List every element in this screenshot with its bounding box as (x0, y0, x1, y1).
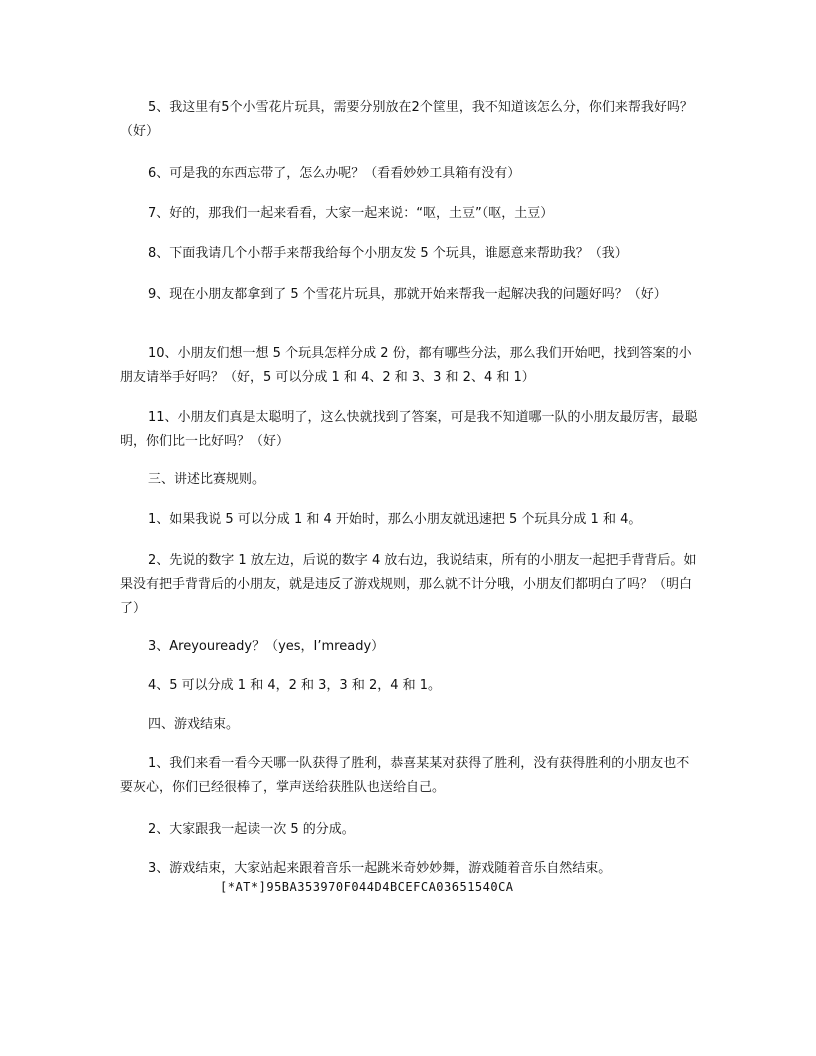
section-heading-rules: 三、讲述比赛规则。 (148, 472, 266, 487)
rule-4: 4、5 可以分成 1 和 4，2 和 3，3 和 2，4 和 1。 (148, 678, 442, 693)
paragraph-10: 10、小朋友们想一想 5 个玩具怎样分成 2 份，都有哪些分法，那么我们开始吧，找到答案的小朋友请举手好吗？（好，5 可以分成 1 和 4、2 和 3、3 和 2、4 和 1） (120, 346, 692, 385)
paragraph-11: 11、小朋友们真是太聪明了，这么快就找到了答案，可是我不知道哪一队的小朋友最厉害，最聪明，你们比一比好吗？（好） (120, 410, 698, 449)
rule-1: 1、如果我说 5 可以分成 1 和 4 开始时，那么小朋友就迅速把 5 个玩具分成 1 和 4。 (148, 512, 642, 527)
rule-2: 2、先说的数字 1 放左边，后说的数字 4 放右边，我说结束，所有的小朋友一起把手背背后。如果没有把手背背后的小朋友，就是违反了游戏规则，那么就不计分哦，小朋友们都明白了吗？（明白了） (120, 553, 697, 616)
rule-3: 3、Areyouready？（yes，I’mready） (148, 639, 385, 654)
section-heading-end: 四、游戏结束。 (148, 717, 240, 732)
document-id-code: [*AT*]95BA353970F044D4BCEFCA03651540CA (220, 880, 514, 894)
end-2: 2、大家跟我一起读一次 5 的分成。 (148, 822, 355, 837)
paragraph-9: 9、现在小朋友都拿到了 5 个雪花片玩具，那就开始来帮我一起解决我的问题好吗？（好） (148, 287, 667, 302)
end-1: 1、我们来看一看今天哪一队获得了胜利，恭喜某某对获得了胜利，没有获得胜利的小朋友也不要灰心，你们已经很棒了，掌声送给获胜队也送给自己。 (120, 756, 690, 795)
end-3: 3、游戏结束，大家站起来跟着音乐一起跳米奇妙妙舞，游戏随着音乐自然结束。 (148, 861, 612, 876)
paragraph-8: 8、下面我请几个小帮手来帮我给每个小朋友发 5 个玩具，谁愿意来帮助我？（我） (148, 246, 628, 261)
paragraph-7: 7、好的，那我们一起来看看，大家一起来说：“呕，土豆”（呕，土豆） (148, 206, 554, 221)
paragraph-6: 6、可是我的东西忘带了，怎么办呢？（看看妙妙工具箱有没有） (148, 166, 521, 181)
paragraph-5: 5、我这里有5个小雪花片玩具，需要分别放在2个筐里，我不知道该怎么分，你们来帮我好吗？（好） (120, 100, 693, 139)
